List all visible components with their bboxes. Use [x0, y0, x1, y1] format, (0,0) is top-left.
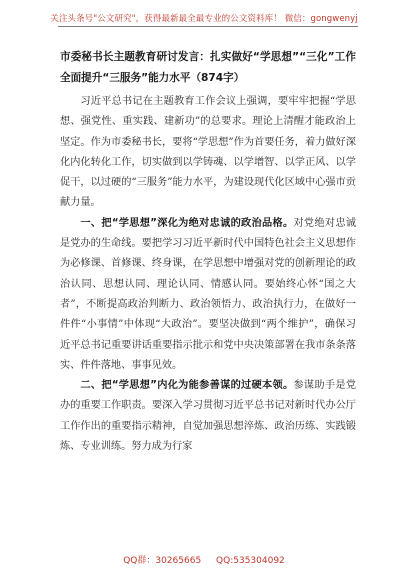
- document-title: 市委秘书长主题教育研讨发言：扎实做好“学思想”“三化”工作全面提升“三服务”能力水平（874字）: [60, 51, 356, 84]
- document-body: [60, 47, 356, 457]
- paragraph-text: 对党绝对忠诚是党办的生命线。要把学习习近平新时代中国特色社会主义思想作为必修课、首修课、终身课，在学思想中增强对党的创新理论的政治认同、思想认同、理论认同、情感认同。要始终心怀“国之大者”，不断提高政治判断力、政治领悟力、政治执行力，在做好一件件“小事情”中体现“大政治”。要坚决做到“两个维护”，确保习近平总书记重要讲话重要指示批示和党中央决策部署在我市条条落实、件件落地、事事见效。: [60, 217, 357, 371]
- footer-qq-group: QQ群：30265665: [123, 556, 202, 566]
- section-heading: 一、把“学思想”深化为绝对忠诚的政治品格。: [80, 217, 294, 229]
- page-footer: [0, 553, 408, 566]
- footer-qq: QQ:535304092: [216, 556, 285, 566]
- paragraph-text: 参谋助手是党办的重要工作职责。要深入学习贯彻习近平总书记对新时代办公厅工作作出的重要指示精神，自觉加强思想淬炼、政治历练、实践锻炼、专业训练。努力成为行家: [60, 380, 357, 453]
- paragraph-intro: [60, 92, 356, 214]
- section-heading: 二、把“学思想”内化为能参善谋的过硬本领。: [80, 380, 294, 392]
- page-header: [0, 0, 408, 34]
- paragraph-text: 习近平总书记在主题教育工作会议上强调，要牢牢把握“学思想、强党性、重实践、建新功”的总要求。理论上清醒才能政治上坚定。作为市委秘书长，要将“学思想”作为首要任务，着力做好深化内化转化工作，切实做到以学铸魂、以学增智、以学正风、以学促干，以过硬的“三服务”能力水平，为建设现代化区域中心强市贡献力量。: [60, 96, 356, 209]
- header-notice: 关注头条号"公文研究"，获得最新最全最专业的公文资料库！ 微信：gongwenyj: [50, 14, 358, 24]
- paragraph-section-1: [60, 214, 356, 376]
- header-divider: [58, 26, 358, 27]
- paragraph-section-2: [60, 376, 356, 457]
